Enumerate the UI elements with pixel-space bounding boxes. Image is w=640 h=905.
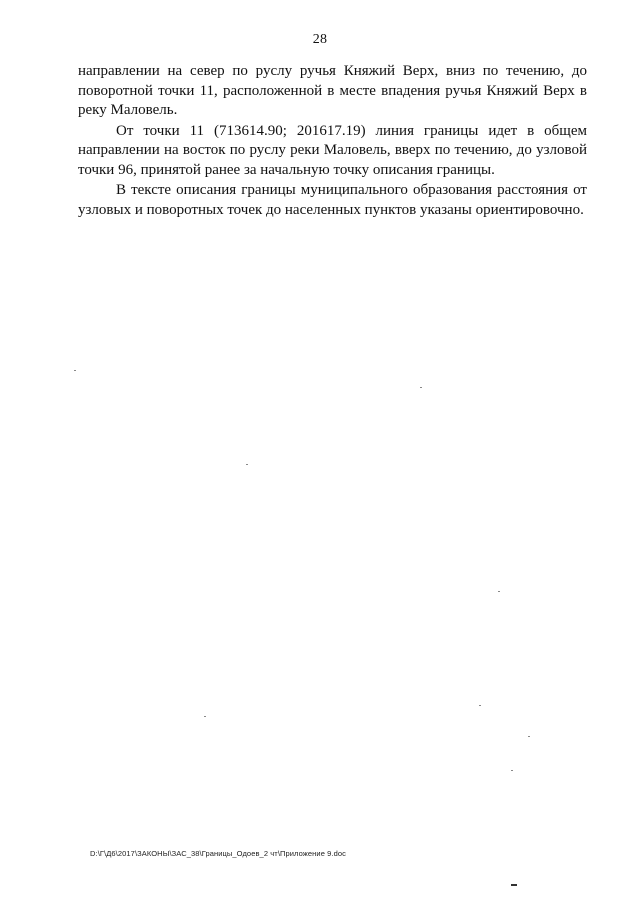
text-line: реку Маловель. xyxy=(78,102,178,118)
scan-speck xyxy=(420,387,422,388)
text-line: поворотной точки 11, расположенной в месте впадения ручья Княжий Верх в xyxy=(78,82,587,99)
scan-speck xyxy=(511,770,513,771)
footer-file-path: D:\Г\Д6\2017\ЗАКОНЫ\ЗАС_38\Границы_Одоев_2 чт\Приложение 9.doc xyxy=(90,849,347,858)
paragraph-boundary-point-11 xyxy=(78,122,587,181)
scan-speck xyxy=(204,716,206,717)
text-line: От точки 11 (713614.90; 201617.19) линия границы идет в общем xyxy=(116,122,587,139)
text-line: направлении на север по руслу ручья Княжий Верх, вниз по течению, до xyxy=(78,63,587,79)
scan-speck xyxy=(498,591,500,592)
text-line: точки 96, принятой ранее за начальную точку описания границы. xyxy=(78,161,495,178)
scan-speck xyxy=(74,370,76,371)
text-line: В тексте описания границы муниципального образования расстояния от xyxy=(116,182,587,198)
paragraph-continuation xyxy=(78,62,587,121)
paragraph-distances-note xyxy=(78,181,587,220)
scan-speck xyxy=(479,705,481,706)
page-number: 28 xyxy=(312,32,328,47)
scan-mark xyxy=(511,884,517,886)
text-line: узловых и поворотных точек до населенных пунктов указаны ориентировочно. xyxy=(78,201,584,218)
text-line: направлении на восток по руслу реки Маловель, вверх по течению, до узловой xyxy=(78,142,587,158)
scan-speck xyxy=(528,736,530,737)
body-text xyxy=(78,62,587,221)
scan-speck xyxy=(246,464,248,465)
